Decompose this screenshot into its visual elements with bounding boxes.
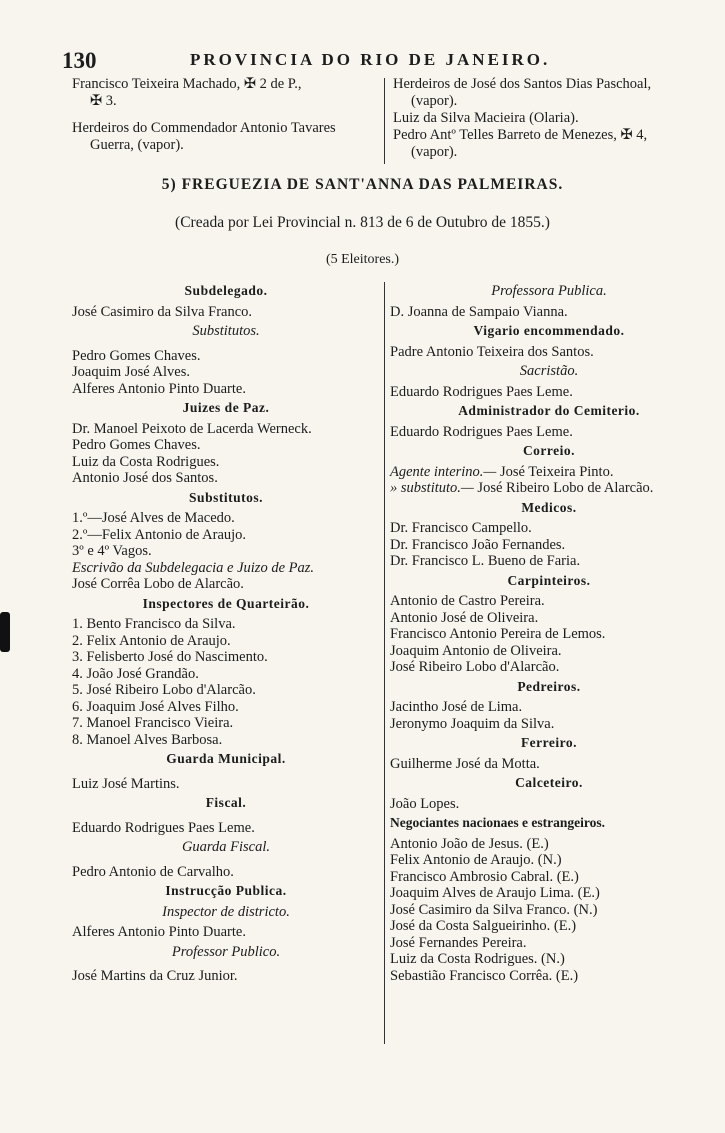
list-item: Luiz da Costa Rodrigues. (N.)	[390, 951, 565, 967]
list-item: Sebastião Francisco Corrêa. (E.)	[390, 967, 579, 984]
escrivao-label: Escrivão da Subdelegacia e Juizo de Paz.	[72, 559, 315, 576]
list-item: Dr. Francisco L. Bueno de Faria.	[390, 553, 581, 569]
list-item: José da Costa Salgueirinho. (E.)	[390, 918, 577, 934]
list-item: Eduardo Rodrigues Paes Leme.	[390, 383, 573, 400]
heading-substitutos: Substitutos.	[192, 323, 260, 339]
list-item: 1. Bento Francisco da Silva.	[72, 616, 236, 632]
sacristao-label: Sacristão.	[519, 363, 579, 379]
list-item: D. Joanna de Sampaio Vianna.	[390, 303, 568, 320]
list-item: José Casimiro da Silva Franco. (N.)	[390, 901, 598, 918]
heading-administrador: Administrador do Cemiterio.	[458, 403, 640, 418]
list-item: José Casimiro da Silva Franco.	[72, 303, 253, 320]
list-item: Pedro Antonio de Carvalho.	[72, 863, 234, 880]
list-item: Dr. Francisco João Fernandes.	[390, 536, 566, 553]
list-item: Antonio José de Oliveira.	[390, 609, 539, 626]
page-number: 130	[62, 48, 97, 73]
list-item: Dr. Francisco Campello.	[390, 520, 532, 536]
top-right-continuation	[393, 76, 713, 161]
top-left-continuation	[72, 76, 384, 164]
heading-carpinteiros: Carpinteiros.	[507, 572, 591, 588]
list-item: Joaquim Antonio de Oliveira.	[390, 642, 562, 659]
list-item: 5. José Ribeiro Lobo d'Alarcão.	[72, 682, 256, 698]
heading-calceteiro: Calceteiro.	[515, 775, 583, 790]
heading-pedreiros: Pedreiros.	[517, 678, 581, 694]
list-item: Antonio João de Jesus. (E.)	[390, 835, 549, 852]
list-item: Francisco Ambrosio Cabral. (E.)	[390, 868, 579, 885]
list-item: 1.º—José Alves de Macedo.	[72, 510, 235, 526]
list-item: 2.º—Felix Antonio de Araujo.	[72, 526, 247, 543]
agente-sub-label: » substituto.—	[390, 480, 474, 496]
list-item: Dr. Manoel Peixoto de Lacerda Werneck.	[72, 420, 312, 437]
list-item: Joaquim Alves de Araujo Lima. (E.)	[390, 885, 600, 901]
heading-guarda-municipal: Guarda Municipal.	[166, 751, 286, 766]
list-item: Luiz da Silva Macieira (Olaria).	[393, 110, 579, 126]
agente-sub-line	[390, 480, 708, 497]
agente-sub-name: José Ribeiro Lobo de Alarcão.	[477, 480, 654, 496]
list-item: Alferes Antonio Pinto Duarte.	[72, 380, 246, 397]
electors-note: (5 Eleitores.)	[325, 252, 400, 267]
column-divider	[384, 282, 385, 1044]
list-item: Eduardo Rodrigues Paes Leme.	[390, 423, 573, 440]
list-item: Eduardo Rodrigues Paes Leme.	[72, 819, 255, 836]
list-item: 3º e 4º Vagos.	[72, 543, 152, 559]
right-column	[390, 280, 708, 984]
list-item: Luiz José Martins.	[72, 775, 180, 792]
page-header	[62, 48, 707, 72]
heading-correio: Correio.	[522, 443, 576, 458]
agente-line	[390, 464, 708, 481]
running-title: PROVINCIA DO RIO DE JANEIRO.	[190, 50, 551, 69]
heading-subdelegado: Subdelegado.	[184, 283, 268, 298]
list-item: 3. Felisberto José do Nascimento.	[72, 649, 268, 665]
heading-negociantes: Negociantes nacionaes e estrangeiros.	[390, 815, 605, 830]
list-item: Herdeiros do Commendador Antonio Tavares Guerra, (vapor).	[72, 120, 336, 153]
professor-label: Professor Publico.	[171, 943, 281, 960]
list-item: Pedro Antº Telles Barreto de Menezes, ✠ 4, (vapor).	[393, 127, 648, 160]
heading-fiscal: Fiscal.	[205, 795, 247, 810]
list-item: 8. Manoel Alves Barbosa.	[72, 731, 223, 748]
agente-label: Agente interino.—	[390, 463, 497, 480]
heading-guarda-fiscal: Guarda Fiscal.	[181, 839, 271, 855]
list-item: José Fernandes Pereira.	[390, 934, 527, 951]
list-item: Luiz da Costa Rodrigues.	[72, 453, 220, 470]
list-item: Pedro Gomes Chaves.	[72, 347, 201, 364]
inspector-label: Inspector de districto.	[162, 903, 290, 920]
heading-medicos: Medicos.	[521, 499, 577, 515]
section-title: 5) FREGUEZIA DE SANT'ANNA DAS PALMEIRAS.	[161, 176, 564, 193]
list-item: Francisco Teixeira Machado, ✠ 2 de P., ✠ 3.	[72, 76, 302, 109]
agente-name: José Teixeira Pinto.	[499, 463, 614, 480]
list-item: Felix Antonio de Araujo. (N.)	[390, 852, 562, 868]
list-item: Jeronymo Joaquim da Silva.	[390, 715, 555, 732]
heading-inspectores: Inspectores de Quarteirão.	[142, 595, 310, 611]
heading-ferreiro: Ferreiro.	[520, 735, 578, 750]
left-column	[72, 280, 380, 985]
list-item: Alferes Antonio Pinto Duarte.	[72, 924, 246, 940]
list-item: 2. Felix Antonio de Araujo.	[72, 632, 231, 649]
list-item: 4. João José Grandão.	[72, 665, 199, 682]
creation-note: (Creada por Lei Provincial n. 813 de 6 de Outubro de 1855.)	[175, 214, 550, 231]
list-item: Antonio de Castro Pereira.	[390, 593, 545, 609]
list-item: Herdeiros de José dos Santos Dias Paschoal, (vapor).	[393, 76, 652, 109]
list-item: José Corrêa Lobo de Alarcão.	[72, 576, 244, 592]
list-item: Francisco Antonio Pereira de Lemos.	[390, 626, 606, 642]
heading-juizes: Juizes de Paz.	[182, 400, 270, 415]
list-item: 6. Joaquim José Alves Filho.	[72, 698, 239, 715]
professora-label: Professora Publica.	[491, 283, 607, 299]
heading-juizes-substitutos: Substitutos.	[189, 489, 263, 505]
heading-vigario: Vigario encommendado.	[473, 323, 625, 338]
list-item: José Martins da Cruz Junior.	[72, 968, 238, 984]
list-item: João Lopes.	[390, 795, 460, 812]
list-item: José Ribeiro Lobo d'Alarcão.	[390, 659, 560, 675]
list-item: Jacintho José de Lima.	[390, 699, 523, 715]
column-divider-top	[384, 78, 385, 164]
list-item: Joaquim José Alves.	[72, 364, 191, 380]
list-item: Guilherme José da Motta.	[390, 755, 540, 772]
list-item: Antonio José dos Santos.	[72, 470, 218, 486]
heading-instrucao: Instrucção Publica.	[165, 883, 287, 898]
list-item: Padre Antonio Teixeira dos Santos.	[390, 343, 594, 360]
list-item: Pedro Gomes Chaves.	[72, 437, 201, 453]
margin-ink-mark	[0, 612, 10, 652]
list-item: 7. Manoel Francisco Vieira.	[72, 715, 234, 731]
